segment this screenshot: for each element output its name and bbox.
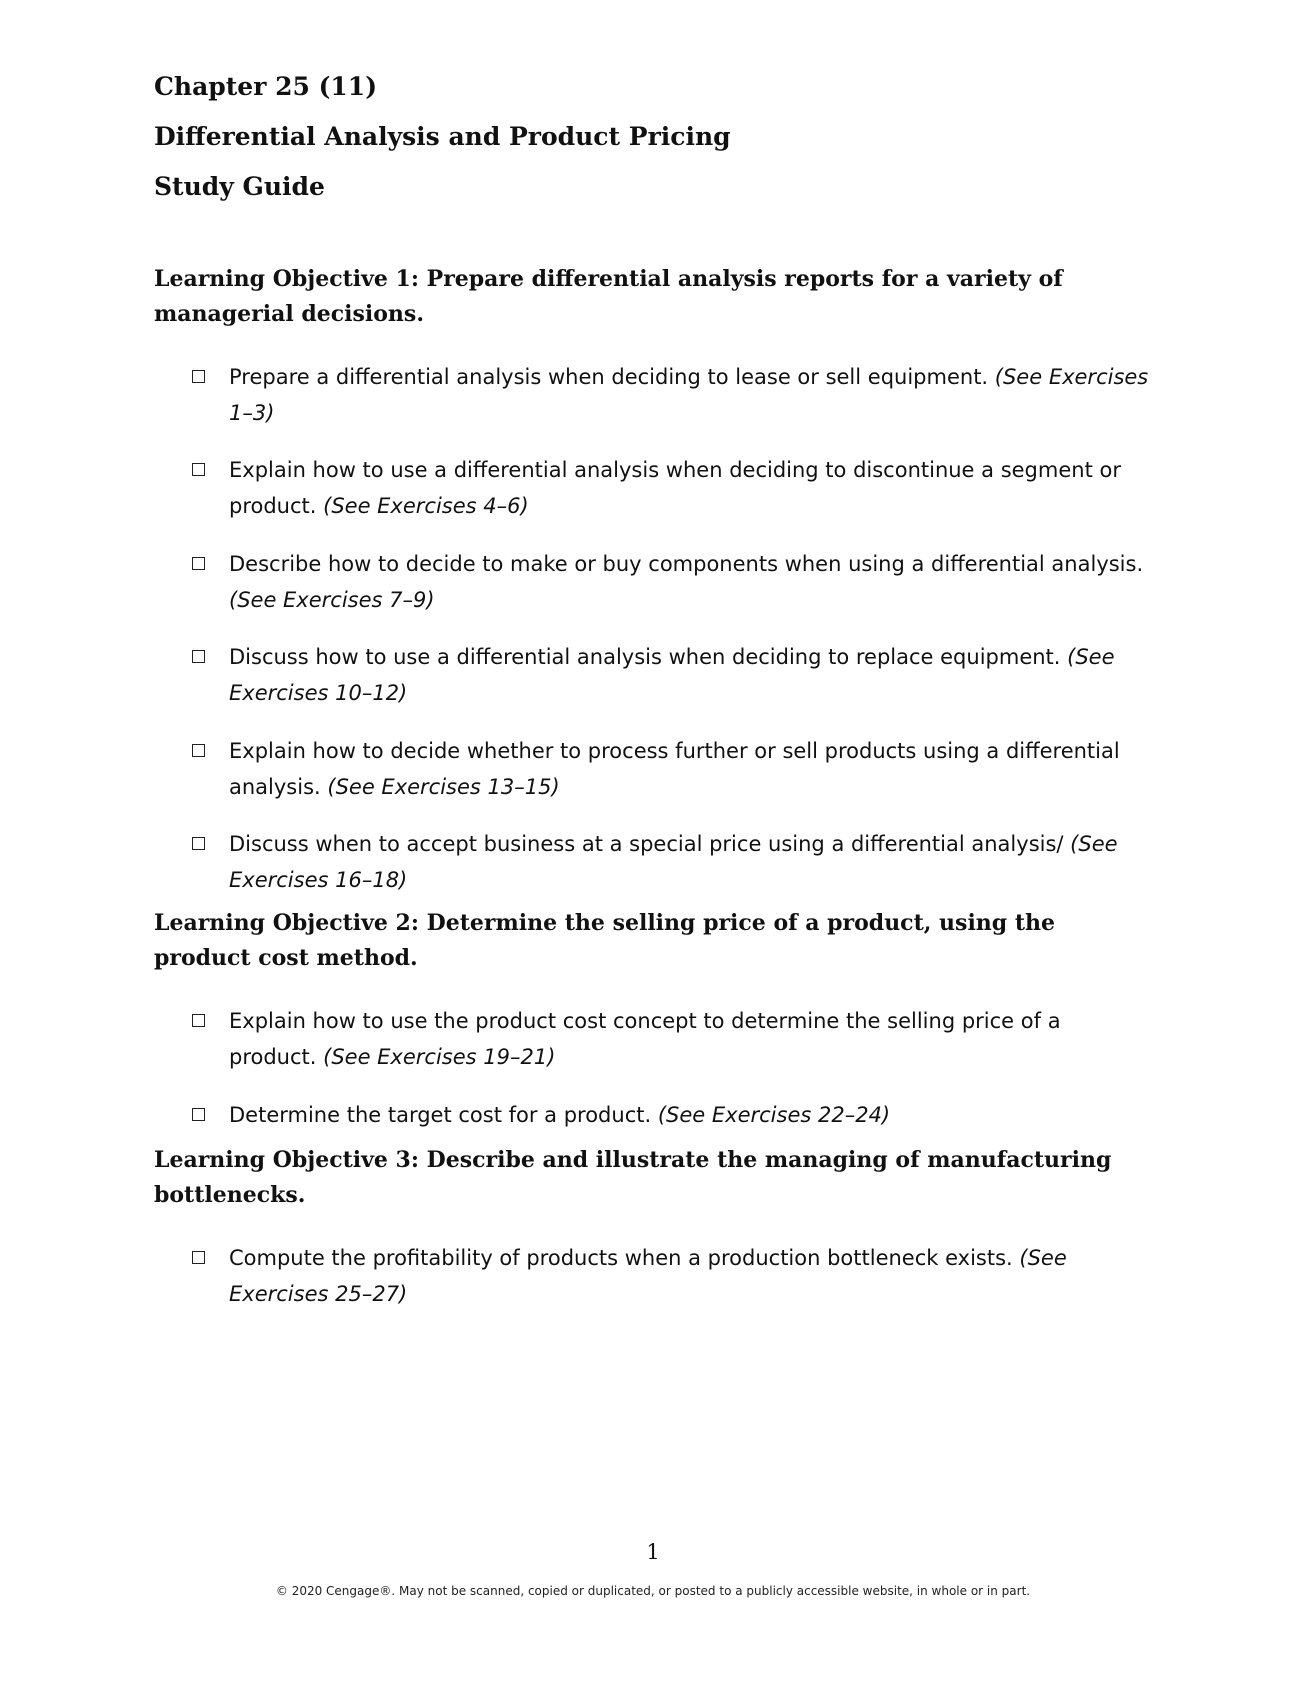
objective-1-item-3: [192, 546, 1152, 618]
exercise-reference: (See Exercises 1–3): [229, 365, 1149, 425]
objective-3-heading: Learning Objective 3: Describe and illustrate the managing of manufacturing bottlenecks.: [154, 1147, 1112, 1208]
objective-1-heading: Learning Objective 1: Prepare differential analysis reports for a variety of managerial decisions.: [154, 266, 1063, 327]
exercise-reference: (See Exercises 16–18): [229, 832, 1118, 892]
exercise-reference: (See Exercises 19–21): [323, 1045, 556, 1069]
objective-3-item-1: [192, 1240, 1152, 1312]
item-text: Determine the target cost for a product. (See Exercises 22–24): [229, 1103, 891, 1127]
objective-2-item-1: [192, 1003, 1152, 1075]
checkbox-icon[interactable]: [192, 1108, 205, 1121]
chapter-heading: Chapter 25 (11): [154, 72, 378, 101]
checkbox-icon[interactable]: [192, 1251, 205, 1264]
item-text: Discuss when to accept business at a special price using a differential analysis/ (See Exercises 16–18): [229, 832, 1118, 892]
document-title: Differential Analysis and Product Pricing: [154, 122, 731, 151]
item-text: Discuss how to use a differential analysis when deciding to replace equipment. (See Exercises 10–12): [229, 645, 1115, 705]
checkbox-icon[interactable]: [192, 463, 205, 476]
objective-1-item-2: [192, 452, 1152, 524]
item-text: Explain how to decide whether to process further or sell products using a differential analysis. (See Exercises 13–15): [229, 739, 1120, 799]
objective-2-item-2: [192, 1097, 1152, 1133]
document-subtitle: Study Guide: [154, 172, 325, 201]
checkbox-icon[interactable]: [192, 1014, 205, 1027]
item-text: Explain how to use the product cost concept to determine the selling price of a product. (See Exercises 19–21): [229, 1009, 1061, 1069]
page-number: 1: [646, 1540, 660, 1564]
checkbox-icon[interactable]: [192, 744, 205, 757]
objective-1-item-5: [192, 733, 1152, 805]
exercise-reference: (See Exercises 13–15): [327, 775, 560, 799]
exercise-reference: (See Exercises 25–27): [229, 1246, 1067, 1306]
item-text: Prepare a differential analysis when deciding to lease or sell equipment. (See Exercises 1–3): [229, 365, 1149, 425]
item-text: Compute the profitability of products when a production bottleneck exists. (See Exercises 25–27): [229, 1246, 1067, 1306]
checkbox-icon[interactable]: [192, 650, 205, 663]
checkbox-icon[interactable]: [192, 370, 205, 383]
objective-1-item-6: [192, 826, 1152, 898]
checkbox-icon[interactable]: [192, 557, 205, 570]
item-text: Describe how to decide to make or buy components when using a differential analysis. (See Exercises 7–9): [229, 552, 1144, 612]
copyright-notice: © 2020 Cengage®. May not be scanned, copied or duplicated, or posted to a publicly accessible website, in whole or in part.: [275, 1584, 1031, 1598]
objective-1-item-4: [192, 639, 1152, 711]
objective-1-item-1: [192, 359, 1152, 431]
exercise-reference: (See Exercises 22–24): [657, 1103, 891, 1127]
checkbox-icon[interactable]: [192, 837, 205, 850]
exercise-reference: (See Exercises 4–6): [323, 494, 529, 518]
item-text: Explain how to use a differential analysis when deciding to discontinue a segment or product. (See Exercises 4–6): [229, 458, 1121, 518]
exercise-reference: (See Exercises 7–9): [229, 588, 435, 612]
objective-2-heading: Learning Objective 2: Determine the selling price of a product, using the product cost method.: [154, 910, 1055, 971]
exercise-reference: (See Exercises 10–12): [229, 645, 1115, 705]
